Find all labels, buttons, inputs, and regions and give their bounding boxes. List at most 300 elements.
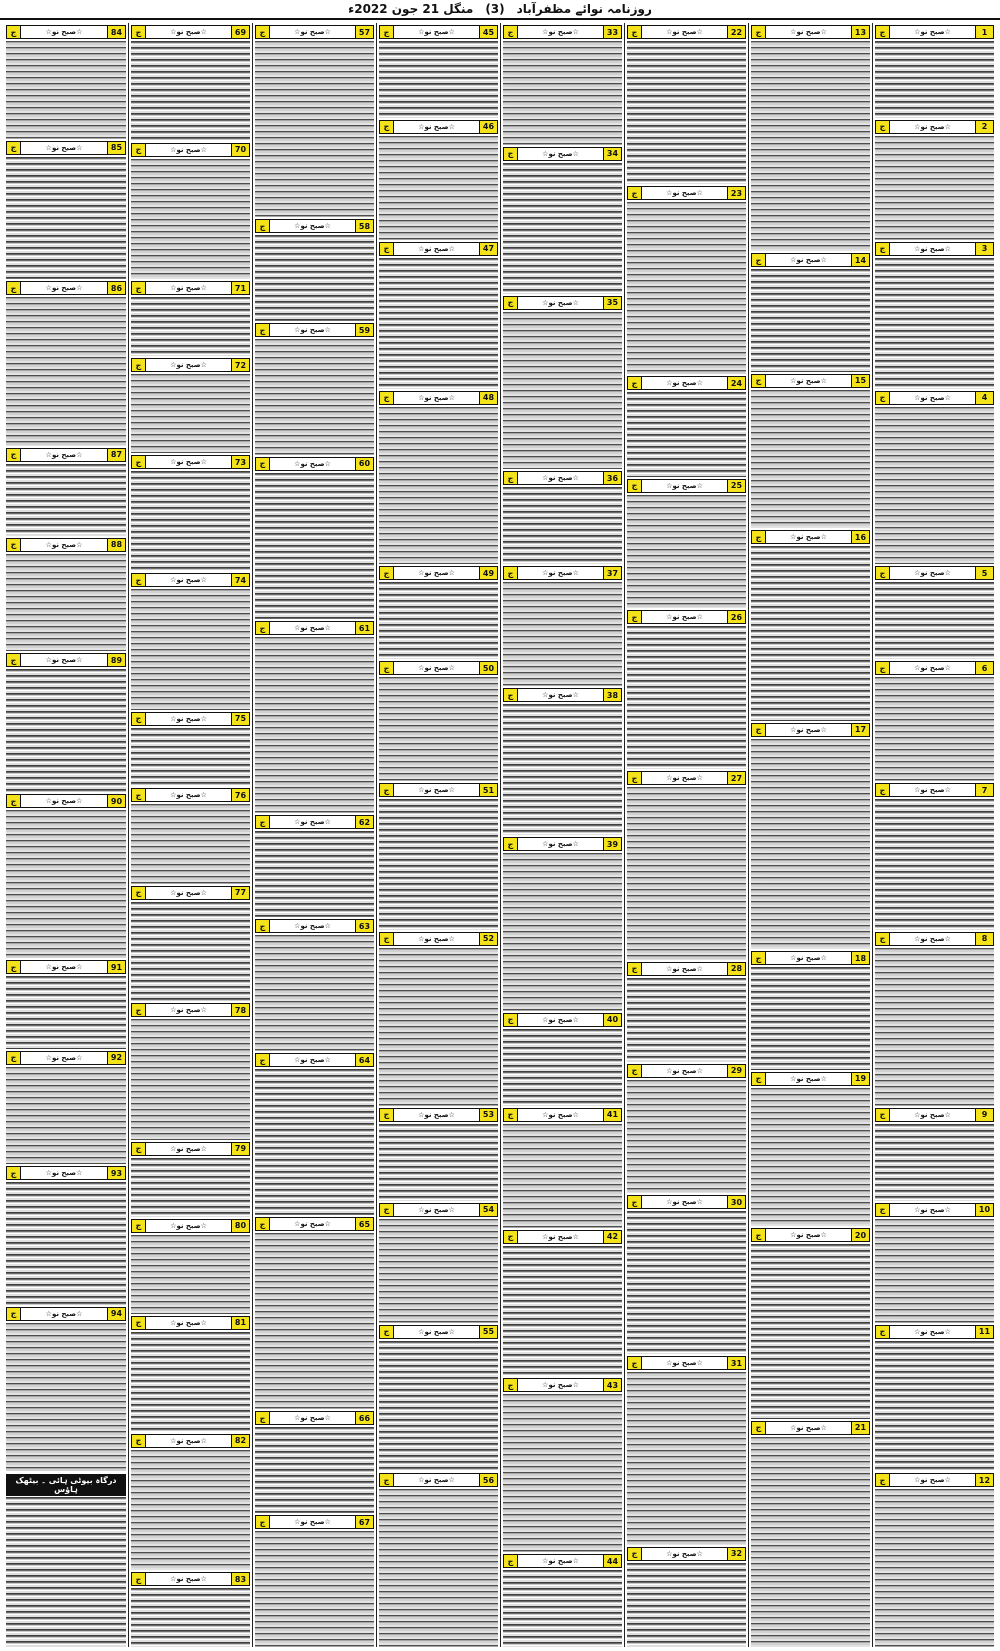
- notice-brand: [21, 451, 107, 459]
- notice-header: [379, 661, 498, 675]
- notice-header: [6, 281, 126, 295]
- notice-header: [131, 1142, 250, 1156]
- notice-brand: [146, 28, 231, 36]
- notice-header: [255, 323, 374, 337]
- classified-notice: [751, 23, 870, 251]
- classified-notice: [627, 608, 746, 769]
- classified-notice: [875, 240, 994, 389]
- notice-header: [131, 143, 250, 157]
- star-icon: ☆: [914, 1327, 921, 1336]
- classified-notice: [255, 917, 374, 1051]
- notice-mark: ج: [7, 1167, 21, 1179]
- brand-label: صبح نو: [300, 222, 325, 231]
- notice-brand: [270, 922, 355, 930]
- star-icon: ☆: [696, 1359, 703, 1368]
- notice-number: 44: [603, 1555, 621, 1567]
- notice-brand: [642, 189, 727, 197]
- notice-body-text: [379, 582, 498, 659]
- star-icon: ☆: [914, 569, 921, 578]
- notice-mark: ج: [752, 254, 766, 266]
- star-icon: ☆: [324, 624, 331, 633]
- notice-mark: ج: [256, 220, 270, 232]
- notice-header: [6, 653, 126, 667]
- notice-header: [131, 1219, 250, 1233]
- notice-brand: [766, 726, 851, 734]
- notice-number: 82: [231, 1435, 249, 1447]
- notice-header: [875, 25, 994, 39]
- brand-label: صبح نو: [176, 28, 201, 36]
- notice-mark: ج: [504, 472, 518, 484]
- star-icon: ☆: [572, 28, 579, 36]
- star-icon: ☆: [790, 533, 797, 542]
- star-icon: ☆: [696, 774, 703, 783]
- notice-header: [627, 376, 746, 390]
- notice-number: 60: [355, 458, 373, 470]
- notice-brand: [394, 123, 479, 131]
- notice-mark: ج: [628, 611, 642, 623]
- classified-notice: [255, 321, 374, 455]
- brand-label: صبح نو: [51, 28, 77, 36]
- notice-body-text: [875, 41, 994, 118]
- classified-notice: [751, 949, 870, 1070]
- star-icon: ☆: [542, 1110, 549, 1119]
- notice-mark: ج: [132, 1317, 146, 1329]
- classified-notice: [751, 1070, 870, 1227]
- star-icon: ☆: [418, 664, 425, 673]
- notice-mark: ج: [256, 1516, 270, 1528]
- notice-brand: [518, 28, 603, 36]
- star-icon: ☆: [542, 691, 549, 700]
- notice-mark: ج: [876, 121, 890, 133]
- brand-label: صبح نو: [51, 963, 77, 972]
- notice-number: 49: [479, 567, 497, 579]
- notice-number: 89: [107, 654, 125, 666]
- notice-brand: [518, 1111, 603, 1119]
- notice-body-text: [379, 1219, 498, 1323]
- star-icon: ☆: [170, 361, 177, 370]
- notice-mark: ج: [132, 26, 146, 38]
- notice-brand: [766, 28, 851, 36]
- notice-header: [131, 25, 250, 39]
- notice-brand: [642, 482, 727, 490]
- notice-body-text: [503, 163, 622, 294]
- notice-number: 65: [355, 1218, 373, 1230]
- classified-notice: [751, 1226, 870, 1418]
- star-icon: ☆: [542, 474, 549, 483]
- brand-label: صبح نو: [796, 1074, 821, 1083]
- notice-number: 56: [479, 1474, 497, 1486]
- notice-body-text: [255, 831, 374, 917]
- notice-number: 37: [603, 567, 621, 579]
- notice-mark: ج: [132, 1435, 146, 1447]
- brand-label: صبح نو: [51, 284, 77, 293]
- brand-label: صبح نو: [796, 376, 821, 385]
- notice-number: 88: [107, 539, 125, 551]
- notice-number: 58: [355, 220, 373, 232]
- star-icon: ☆: [944, 1205, 951, 1214]
- brand-label: صبح نو: [176, 361, 201, 370]
- notice-body-text: [503, 312, 622, 470]
- star-icon: ☆: [448, 244, 455, 253]
- notice-number: 40: [603, 1014, 621, 1026]
- brand-label: صبح نو: [672, 1549, 697, 1558]
- star-icon: ☆: [944, 244, 951, 253]
- star-icon: ☆: [572, 1110, 579, 1119]
- notice-brand: [890, 1206, 975, 1214]
- notice-number: 76: [231, 789, 249, 801]
- notice-header: [379, 1203, 498, 1217]
- star-icon: ☆: [944, 28, 951, 36]
- notice-mark: ج: [256, 1412, 270, 1424]
- classified-notice: [6, 958, 126, 1048]
- notice-header: [255, 25, 374, 39]
- notice-body-text: [627, 1211, 746, 1354]
- notice-mark: ج: [380, 243, 394, 255]
- star-icon: ☆: [200, 791, 207, 800]
- notice-mark: ج: [876, 784, 890, 796]
- notice-mark: ج: [628, 1548, 642, 1560]
- notice-mark: ج: [256, 26, 270, 38]
- star-icon: ☆: [944, 569, 951, 578]
- brand-label: صبح نو: [176, 1221, 201, 1230]
- notice-brand: [766, 533, 851, 541]
- notice-body-text: [503, 1124, 622, 1228]
- classified-notice: [875, 23, 994, 118]
- notice-brand: [270, 460, 355, 468]
- star-icon: ☆: [572, 691, 579, 700]
- classified-notice: [627, 1545, 746, 1647]
- notice-mark: ج: [380, 784, 394, 796]
- classified-notice: [6, 651, 126, 792]
- notice-number: 23: [727, 187, 745, 199]
- star-icon: ☆: [666, 1359, 673, 1368]
- notice-body-text: [875, 407, 994, 565]
- notice-number: 18: [851, 952, 869, 964]
- notice-body-text: [751, 739, 870, 949]
- classified-notice: [255, 217, 374, 321]
- notice-number: 26: [727, 611, 745, 623]
- notice-header: [379, 391, 498, 405]
- brand-label: صبح نو: [51, 1053, 77, 1062]
- notice-number: 16: [851, 531, 869, 543]
- star-icon: ☆: [76, 797, 83, 806]
- classified-notice: [875, 1106, 994, 1201]
- notice-column: [500, 23, 624, 1647]
- notice-mark: ج: [504, 1109, 518, 1121]
- notice-body-text: [255, 235, 374, 321]
- star-icon: ☆: [790, 376, 797, 385]
- classified-notice: [751, 372, 870, 529]
- brand-label: صبح نو: [920, 1205, 945, 1214]
- star-icon: ☆: [418, 1327, 425, 1336]
- notice-header: [6, 794, 126, 808]
- notice-header: [503, 1378, 622, 1392]
- notice-mark: ج: [380, 1109, 394, 1121]
- star-icon: ☆: [944, 786, 951, 795]
- classified-notice: [6, 279, 126, 445]
- star-icon: ☆: [76, 28, 83, 36]
- notice-header: [131, 358, 250, 372]
- notice-header: [6, 141, 126, 155]
- star-icon: ☆: [418, 1205, 425, 1214]
- star-icon: ☆: [448, 1110, 455, 1119]
- brand-label: صبح نو: [176, 1144, 201, 1153]
- brand-label: صبح نو: [672, 189, 697, 198]
- notice-number: 59: [355, 324, 373, 336]
- star-icon: ☆: [294, 28, 301, 36]
- notice-header: [6, 448, 126, 462]
- notice-brand: [21, 963, 107, 971]
- notice-header: [379, 932, 498, 946]
- star-icon: ☆: [820, 954, 827, 963]
- star-icon: ☆: [170, 1006, 177, 1015]
- classified-notice: [379, 118, 498, 240]
- brand-label: صبح نو: [548, 1110, 573, 1119]
- classified-notice: [255, 455, 374, 619]
- notice-number: 83: [231, 1573, 249, 1585]
- star-icon: ☆: [45, 143, 52, 152]
- notice-number: 63: [355, 920, 373, 932]
- notice-brand: [394, 394, 479, 402]
- classified-notice: [6, 23, 126, 139]
- star-icon: ☆: [76, 284, 83, 293]
- notice-header: [131, 1572, 250, 1586]
- notice-body-text: [6, 464, 126, 536]
- notice-mark: ج: [504, 1379, 518, 1391]
- classified-notice: [131, 1001, 250, 1139]
- notice-mark: ج: [380, 933, 394, 945]
- classified-notice: [875, 389, 994, 565]
- notice-brand: [518, 840, 603, 848]
- notice-mark: ج: [380, 1204, 394, 1216]
- brand-label: صبح نو: [920, 244, 945, 253]
- brand-label: صبح نو: [176, 458, 201, 467]
- classified-notice: [379, 659, 498, 781]
- notice-mark: ج: [256, 920, 270, 932]
- notice-brand: [518, 691, 603, 699]
- notice-body-text: [6, 157, 126, 280]
- notice-body-text: [6, 1067, 126, 1165]
- star-icon: ☆: [820, 725, 827, 734]
- notice-number: 34: [603, 148, 621, 160]
- notice-number: 84: [107, 26, 125, 38]
- notice-number: 22: [727, 26, 745, 38]
- star-icon: ☆: [914, 1476, 921, 1485]
- notice-body-text: [875, 799, 994, 930]
- notice-brand: [394, 245, 479, 253]
- notice-mark: ج: [628, 963, 642, 975]
- star-icon: ☆: [324, 922, 331, 931]
- notice-mark: ج: [876, 1109, 890, 1121]
- notice-number: 43: [603, 1379, 621, 1391]
- notice-mark: ج: [504, 148, 518, 160]
- star-icon: ☆: [944, 1110, 951, 1119]
- brand-label: صبح نو: [300, 922, 325, 931]
- notice-mark: ج: [256, 324, 270, 336]
- notice-mark: ج: [628, 377, 642, 389]
- notice-body-text: [131, 1235, 250, 1314]
- brand-label: صبح نو: [672, 379, 697, 388]
- notice-brand: [270, 818, 355, 826]
- brand-label: صبح نو: [176, 714, 201, 723]
- notice-brand: [766, 954, 851, 962]
- notice-body-text: [131, 589, 250, 709]
- brand-label: صبح نو: [51, 450, 77, 459]
- notice-brand: [518, 569, 603, 577]
- notice-mark: ج: [7, 449, 21, 461]
- star-icon: ☆: [170, 714, 177, 723]
- classified-notice: [379, 1106, 498, 1201]
- notice-header: [751, 25, 870, 39]
- brand-label: صبح نو: [51, 540, 77, 549]
- notice-mark: ج: [132, 1004, 146, 1016]
- star-icon: ☆: [696, 28, 703, 36]
- brand-label: صبح نو: [672, 1198, 697, 1207]
- notice-brand: [21, 284, 107, 292]
- notice-brand: [270, 1220, 355, 1228]
- notice-header: [131, 788, 250, 802]
- notice-mark: ج: [132, 456, 146, 468]
- notice-brand: [518, 150, 603, 158]
- brand-label: صبح نو: [51, 143, 77, 152]
- notice-body-text: [503, 487, 622, 564]
- star-icon: ☆: [790, 1423, 797, 1432]
- notice-header: [751, 530, 870, 544]
- brand-label: صبح نو: [176, 145, 201, 154]
- notice-header: [627, 610, 746, 624]
- notice-brand: [270, 28, 355, 36]
- notice-brand: [766, 1424, 851, 1432]
- notice-mark: ج: [256, 816, 270, 828]
- notice-header: [255, 621, 374, 635]
- notice-header: [627, 771, 746, 785]
- notice-body-text: [751, 1437, 870, 1647]
- brand-label: صبح نو: [920, 122, 945, 131]
- notice-number: 19: [851, 1073, 869, 1085]
- notice-header: [875, 1325, 994, 1339]
- notice-header: [875, 391, 994, 405]
- notice-body-text: [6, 1182, 126, 1305]
- notice-body-text: [503, 1029, 622, 1106]
- notice-number: 6: [975, 662, 993, 674]
- brand-label: صبح نو: [300, 1220, 325, 1229]
- notice-number: 38: [603, 689, 621, 701]
- notice-brand: [766, 377, 851, 385]
- star-icon: ☆: [324, 1220, 331, 1229]
- star-icon: ☆: [418, 28, 425, 36]
- notice-body-text: [255, 473, 374, 619]
- notice-brand: [394, 1206, 479, 1214]
- notice-header: [751, 1072, 870, 1086]
- brand-label: صبح نو: [300, 818, 325, 827]
- notice-mark: ج: [752, 1422, 766, 1434]
- classified-notice: [875, 1323, 994, 1472]
- star-icon: ☆: [448, 664, 455, 673]
- star-icon: ☆: [448, 786, 455, 795]
- notice-header: [751, 374, 870, 388]
- classified-notice: [131, 786, 250, 883]
- classified-notice: [255, 1513, 374, 1647]
- notice-body-text: [255, 1069, 374, 1215]
- notice-body-text: [379, 677, 498, 781]
- notice-body-text: [131, 374, 250, 453]
- section-title-box: درگاہ بیوٹی ہائی ۔ بیٹھک ہاؤس: [6, 1474, 126, 1496]
- notice-header: [503, 688, 622, 702]
- notice-brand: [146, 1319, 231, 1327]
- star-icon: ☆: [45, 284, 52, 293]
- brand-label: صبح نو: [176, 1318, 201, 1327]
- classified-notice: [627, 23, 746, 184]
- star-icon: ☆: [448, 1476, 455, 1485]
- notice-body-text: [503, 853, 622, 1011]
- star-icon: ☆: [944, 664, 951, 673]
- notice-body-text: [627, 41, 746, 184]
- brand-label: صبح نو: [796, 1231, 821, 1240]
- notice-brand: [766, 1075, 851, 1083]
- star-icon: ☆: [324, 222, 331, 231]
- star-icon: ☆: [820, 1074, 827, 1083]
- notice-body-text: [6, 41, 126, 139]
- notice-mark: ج: [876, 243, 890, 255]
- star-icon: ☆: [542, 1557, 549, 1566]
- classified-notice: [875, 118, 994, 240]
- notice-header: [503, 566, 622, 580]
- classified-notice: [875, 1201, 994, 1323]
- star-icon: ☆: [294, 624, 301, 633]
- notice-brand: [890, 394, 975, 402]
- notice-number: 91: [107, 961, 125, 973]
- notice-mark: ج: [876, 567, 890, 579]
- notice-number: 87: [107, 449, 125, 461]
- star-icon: ☆: [666, 774, 673, 783]
- brand-label: صبح نو: [176, 576, 201, 585]
- brand-label: صبح نو: [920, 28, 945, 36]
- notice-mark: ج: [380, 1326, 394, 1338]
- brand-label: صبح نو: [796, 533, 821, 542]
- notice-brand: [270, 222, 355, 230]
- notice-mark: ج: [504, 567, 518, 579]
- notice-header: [503, 1108, 622, 1122]
- star-icon: ☆: [914, 786, 921, 795]
- notice-mark: ج: [380, 392, 394, 404]
- star-icon: ☆: [294, 222, 301, 231]
- notice-mark: ج: [504, 297, 518, 309]
- star-icon: ☆: [200, 888, 207, 897]
- star-icon: ☆: [790, 256, 797, 265]
- classified-notice: [131, 1217, 250, 1314]
- star-icon: ☆: [170, 1318, 177, 1327]
- notice-mark: ج: [628, 1357, 642, 1369]
- notice-mark: ج: [380, 567, 394, 579]
- notice-header: [503, 1230, 622, 1244]
- notice-column: [624, 23, 748, 1647]
- brand-label: صبح نو: [176, 1575, 201, 1584]
- notice-brand: [394, 786, 479, 794]
- brand-label: صبح نو: [796, 1423, 821, 1432]
- notice-brand: [394, 664, 479, 672]
- classified-notice: [379, 1201, 498, 1323]
- star-icon: ☆: [542, 1381, 549, 1390]
- notice-number: 92: [107, 1052, 125, 1064]
- brand-label: صبح نو: [796, 725, 821, 734]
- star-icon: ☆: [170, 888, 177, 897]
- notice-mark: ج: [504, 689, 518, 701]
- notice-mark: ج: [132, 1573, 146, 1585]
- notice-number: 45: [479, 26, 497, 38]
- brand-label: صبح نو: [176, 1436, 201, 1445]
- star-icon: ☆: [294, 459, 301, 468]
- star-icon: ☆: [294, 1056, 301, 1064]
